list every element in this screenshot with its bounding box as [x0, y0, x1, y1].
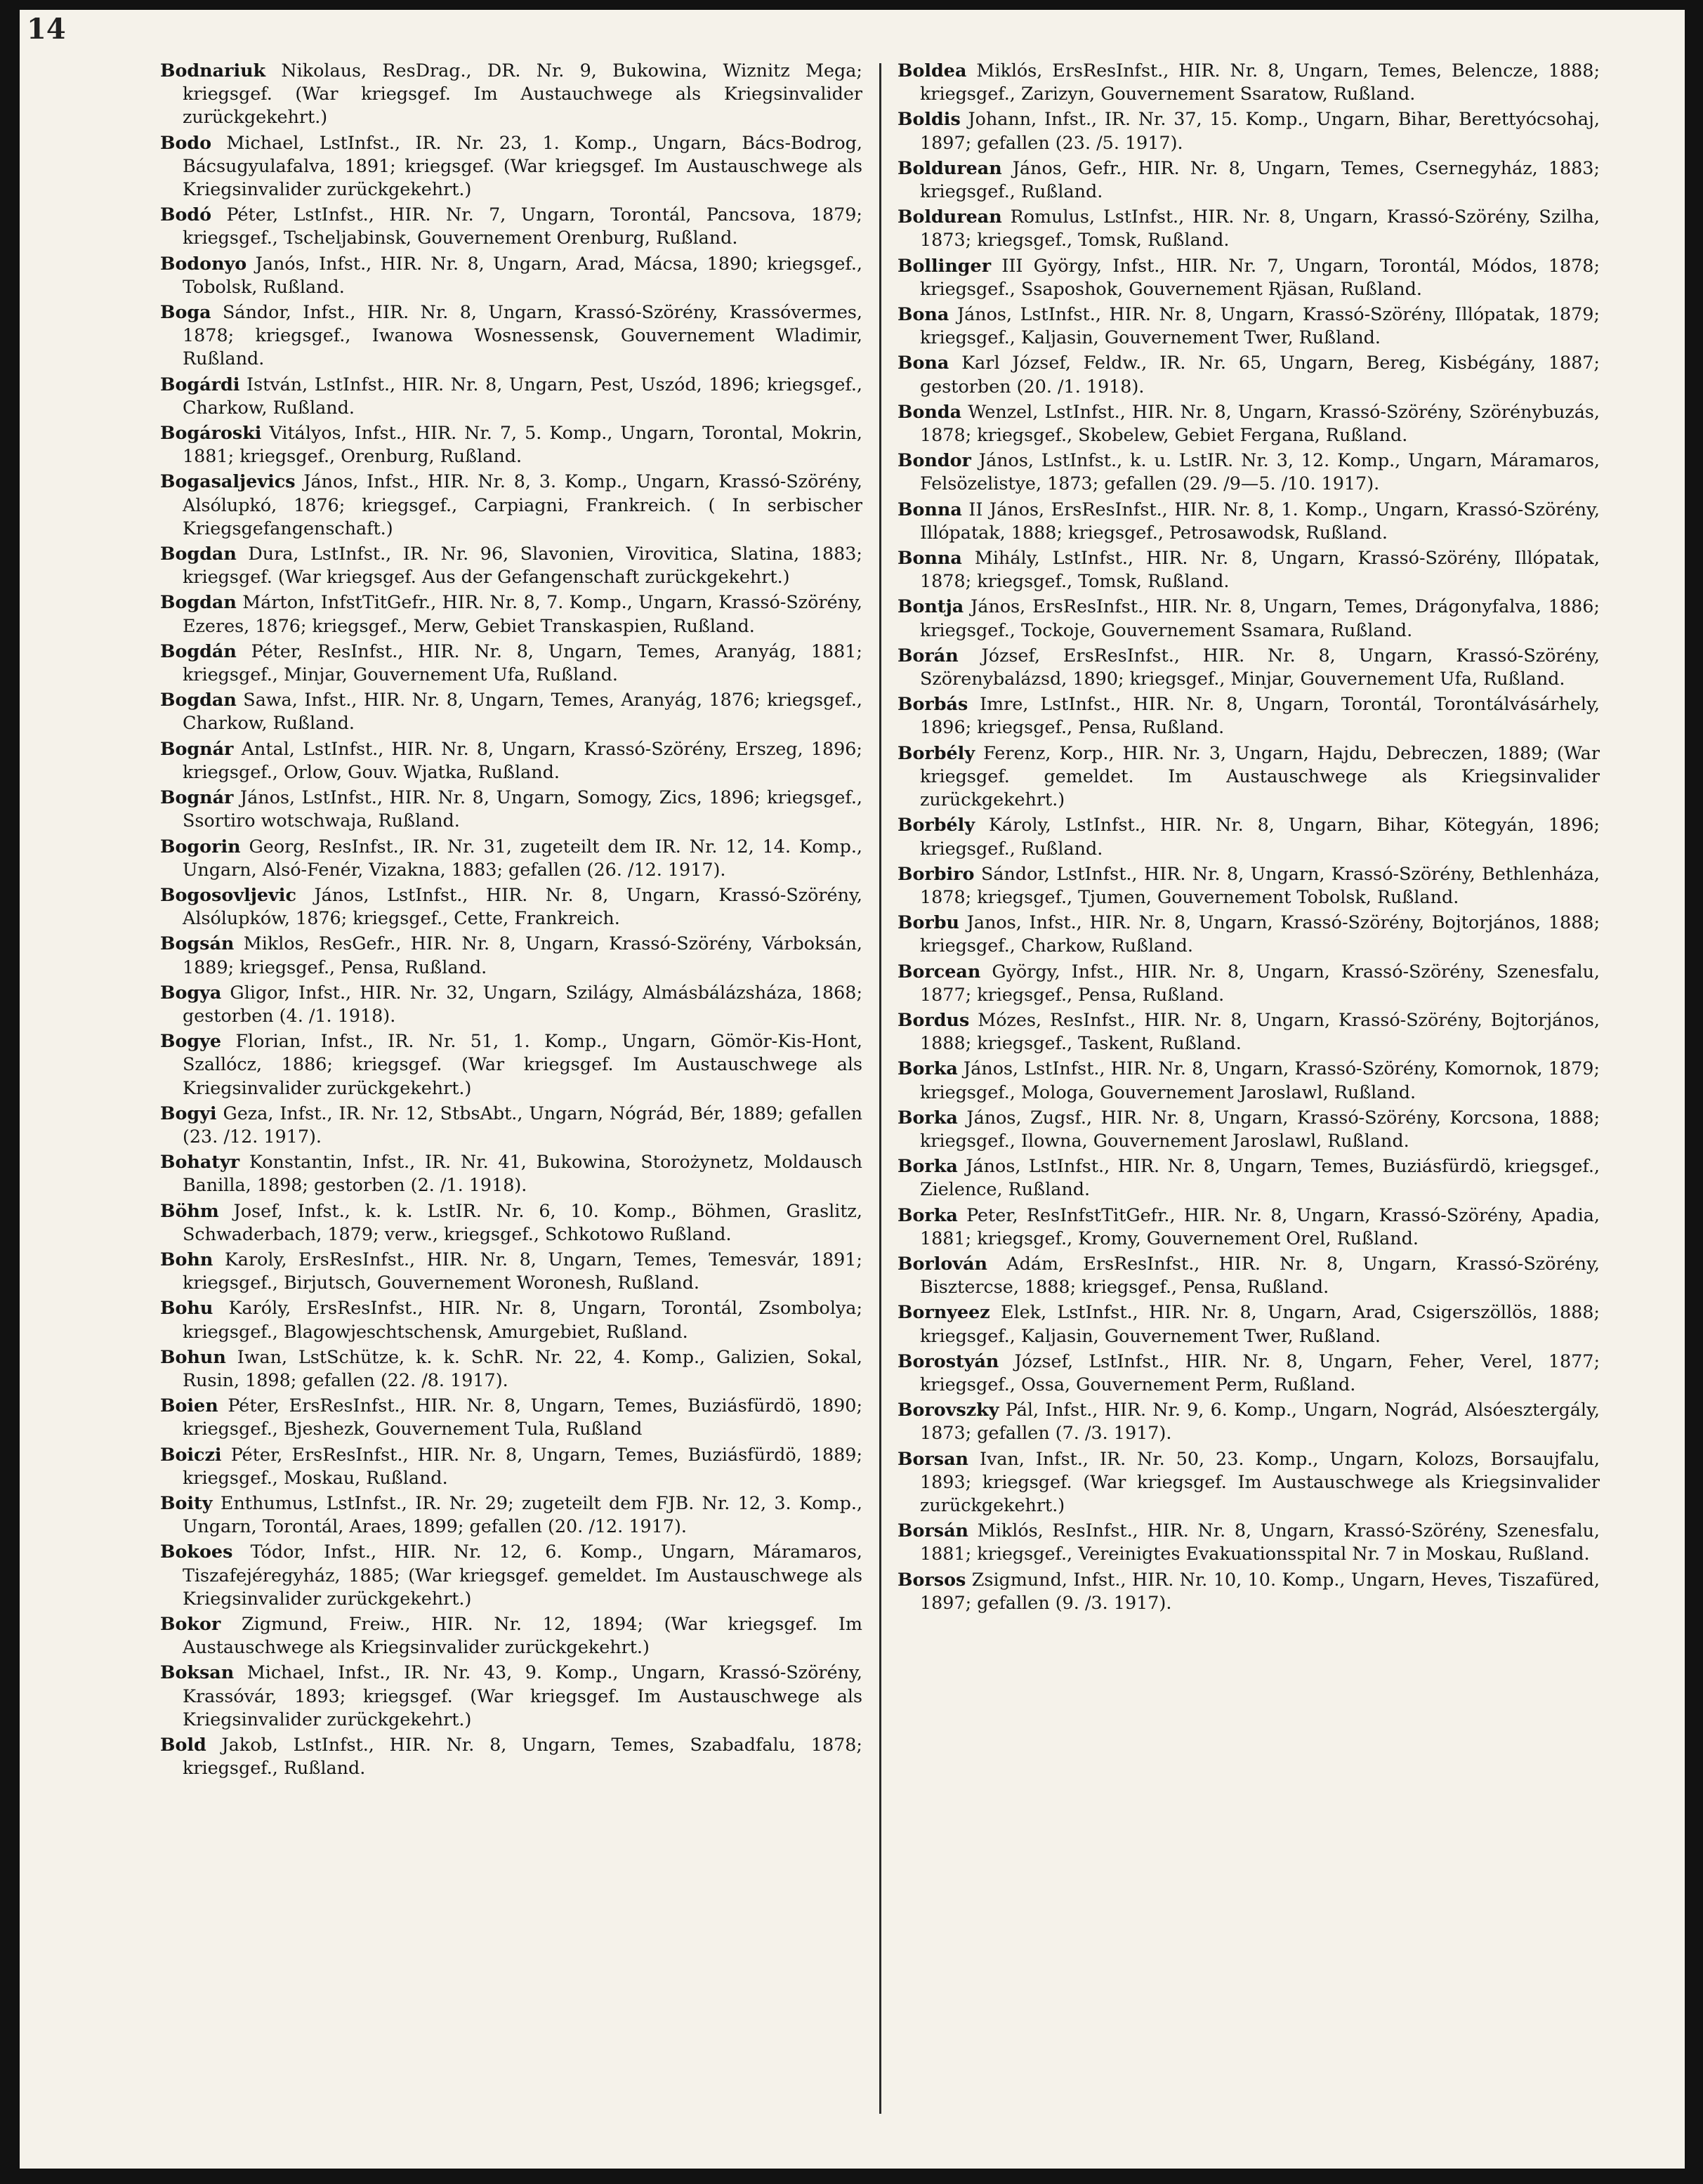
entry-surname: Bogorin	[160, 835, 241, 857]
entry-details: Antal, LstInfst., HIR. Nr. 8, Ungarn, Krassó-Szörény, Erszeg, 1896; kriegsgef., Orlow, Gouv. Wjatka, Rußland.	[183, 737, 862, 782]
entry-surname: Boiczi	[160, 1443, 222, 1465]
casualty-entry	[897, 400, 1600, 447]
entry-details: Peter, ResInfstTitGefr., HIR. Nr. 8, Ungarn, Krassó-Szörény, Apadia, 1881; kriegsgef., Kromy, Gouvernement Orel, Rußland.	[920, 1204, 1600, 1249]
entry-surname: Borovszky	[897, 1399, 999, 1421]
casualty-entry	[897, 1519, 1600, 1565]
entry-surname: Bogya	[160, 981, 222, 1003]
entry-surname: Bona	[897, 352, 949, 374]
entry-details: Miklós, ErsResInfst., HIR. Nr. 8, Ungarn, Temes, Belencze, 1888; kriegsgef., Zarizyn, Gouvernement Ssaratow, Rußland.	[920, 60, 1600, 105]
entry-surname: Bonda	[897, 400, 962, 422]
casualty-entry	[897, 303, 1600, 349]
entry-details: Zsigmund, Infst., HIR. Nr. 10, 10. Komp., Ungarn, Heves, Tiszafüred, 1897; gefallen (9. /3. 1917).	[920, 1568, 1600, 1613]
casualty-entry	[897, 107, 1600, 154]
casualty-entry	[897, 1447, 1600, 1518]
entry-details: Ivan, Infst., IR. Nr. 50, 23. Komp., Ungarn, Kolozs, Borsaujfalu, 1893; kriegsgef. (War kriegsgef. Im Austauschwege als Kriegsinvalider zurückgekehrt.)	[920, 1447, 1600, 1515]
page-number: 14	[27, 13, 66, 46]
entry-details: Tódor, Infst., HIR. Nr. 12, 6. Komp., Ungarn, Máramaros, Tiszafejéregyház, 1885; (War kriegsgef. gemeldet. Im Austauschwege als Kriegsinvalider zurückgekehrt.)	[183, 1541, 862, 1609]
entry-details: Karóly, ErsResInfst., HIR. Nr. 8, Ungarn, Torontál, Zsombolya; kriegsgef., Blagowjeschtschensk, Amurgebiet, Rußland.	[183, 1297, 862, 1342]
entry-details: Janos, Infst., HIR. Nr. 8, Ungarn, Krassó-Szörény, Bojtorjános, 1888; kriegsgef., Charkow, Rußland.	[920, 912, 1600, 956]
casualty-entry	[897, 595, 1600, 641]
casualty-entry	[160, 1733, 862, 1780]
casualty-entry	[897, 1106, 1600, 1152]
casualty-entry	[897, 813, 1600, 860]
entry-surname: Borostyán	[897, 1350, 999, 1371]
entry-details: Miklós, ResInfst., HIR. Nr. 8, Ungarn, Krassó-Szörény, Szenesfalu, 1881; kriegsgef., Vereinigtes Evakuationsspital Nr. 7 in Moskau, Rußland.	[920, 1520, 1600, 1565]
entry-details: Geza, Infst., IR. Nr. 12, StbsAbt., Ungarn, Nógrád, Bér, 1889; gefallen (23. /12. 1917).	[183, 1102, 862, 1147]
entry-surname: Borcean	[897, 960, 981, 982]
entry-surname: Bogdán	[160, 640, 237, 662]
entry-surname: Bogároski	[160, 422, 262, 444]
casualty-entry	[160, 542, 862, 588]
entry-details: János, LstInfst., HIR. Nr. 8, Ungarn, Krassó-Szörény, Alsólupków, 1876; kriegsgef., Cette, Frankreich.	[183, 883, 862, 929]
entry-surname: Bonna	[897, 498, 962, 520]
casualty-entry	[160, 1661, 862, 1731]
casualty-entry	[160, 203, 862, 249]
casualty-entry	[160, 786, 862, 832]
entry-details: Péter, ResInfst., HIR. Nr. 8, Ungarn, Temes, Aranyág, 1881; kriegsgef., Minjar, Gouvernement Ufa, Rußland.	[183, 640, 862, 685]
casualty-entry	[897, 157, 1600, 203]
entry-surname: Borbély	[897, 742, 975, 763]
casualty-entry	[160, 591, 862, 637]
entry-surname: Borsos	[897, 1568, 966, 1590]
entry-surname: Bogye	[160, 1030, 222, 1052]
entry-surname: Borka	[897, 1058, 958, 1079]
entry-surname: Boksan	[160, 1662, 235, 1683]
entry-details: Josef, Infst., k. k. LstIR. Nr. 6, 10. Komp., Böhmen, Graslitz, Schwaderbach, 1879; verw., kriegsgef., Schkotowo Rußland.	[183, 1199, 862, 1244]
entry-details: Nikolaus, ResDrag., DR. Nr. 9, Bukowina, Wiznitz Mega; kriegsgef. (War kriegsgef. Im Austauchwege als Kriegsinvalider zurückgekehrt.)	[183, 60, 862, 128]
entry-surname: Boga	[160, 301, 211, 323]
entry-details: Michael, Infst., IR. Nr. 43, 9. Komp., Ungarn, Krassó-Szörény, Krassóvár, 1893; kriegsgef. (War kriegsgef. Im Austauschwege als Kriegsinvalider zurückgekehrt.)	[183, 1662, 862, 1730]
entry-surname: Bollinger	[897, 254, 992, 276]
casualty-entry	[160, 932, 862, 978]
casualty-entry	[897, 960, 1600, 1006]
casualty-entry	[897, 1568, 1600, 1614]
casualty-entry	[160, 1346, 862, 1392]
entry-details: Romulus, LstInfst., HIR. Nr. 8, Ungarn, Krassó-Szörény, Szilha, 1873; kriegsgef., Tomsk, Rußland.	[920, 206, 1600, 251]
casualty-entry	[897, 644, 1600, 690]
entry-details: Georg, ResInfst., IR. Nr. 31, zugeteilt dem IR. Nr. 12, 14. Komp., Ungarn, Alsó-Fenér, Vizakna, 1883; gefallen (26. /12. 1917).	[183, 835, 862, 880]
casualty-entry	[160, 131, 862, 202]
entry-surname: Bodó	[160, 204, 212, 225]
casualty-entry	[160, 373, 862, 419]
entry-surname: Bodo	[160, 131, 212, 153]
columns-container	[160, 59, 1600, 2117]
entry-surname: Borbu	[897, 912, 959, 933]
casualty-entry	[160, 1296, 862, 1343]
entry-details: Adám, ErsResInfst., HIR. Nr. 8, Ungarn, Krassó-Szörény, Bisztercse, 1888; kriegsgef., Pensa, Rußland.	[920, 1252, 1600, 1298]
entry-surname: Bogyi	[160, 1102, 217, 1124]
casualty-entry	[897, 449, 1600, 495]
entry-surname: Bohn	[160, 1248, 213, 1270]
entry-details: Imre, LstInfst., HIR. Nr. 8, Ungarn, Torontál, Torontálvásárhely, 1896; kriegsgef., Pensa, Rußland.	[920, 693, 1600, 738]
casualty-entry	[897, 1057, 1600, 1103]
casualty-entry	[897, 1252, 1600, 1298]
entry-surname: Boldurean	[897, 157, 1002, 178]
entry-surname: Bogdan	[160, 689, 237, 711]
entry-surname: Borbás	[897, 693, 968, 715]
entry-surname: Boity	[160, 1492, 213, 1513]
entry-details: Gligor, Infst., HIR. Nr. 32, Ungarn, Szilágy, Almásbálázsháza, 1868; gestorben (4. /1. 1918).	[183, 981, 862, 1026]
casualty-entry	[160, 59, 862, 129]
casualty-entry	[897, 351, 1600, 397]
casualty-entry	[160, 1248, 862, 1294]
entry-details: Vitályos, Infst., HIR. Nr. 7, 5. Komp., Ungarn, Torontal, Mokrin, 1881; kriegsgef., Orenburg, Rußland.	[183, 422, 862, 467]
entry-details: György, Infst., HIR. Nr. 8, Ungarn, Krassó-Szörény, Szenesfalu, 1877; kriegsgef., Pensa, Rußland.	[920, 960, 1600, 1005]
casualty-entry	[160, 640, 862, 686]
entry-surname: Bognár	[160, 737, 234, 759]
casualty-entry	[160, 883, 862, 930]
casualty-entry	[160, 1199, 862, 1246]
entry-details: Péter, ErsResInfst., HIR. Nr. 8, Ungarn, Temes, Buziásfürdö, 1889; kriegsgef., Moskau, Rußland.	[183, 1443, 862, 1488]
casualty-entry	[897, 742, 1600, 812]
entry-details: János, LstInfst., HIR. Nr. 8, Ungarn, Somogy, Zics, 1896; kriegsgef., Ssortiro wotschwaja, Rußland.	[183, 787, 862, 831]
right-column	[897, 59, 1600, 2117]
casualty-entry	[897, 498, 1600, 544]
entry-details: Michael, LstInfst., IR. Nr. 23, 1. Komp., Ungarn, Bács-Bodrog, Bácsugyulafalva, 1891; kriegsgef. (War kriegsgef. Im Austauschwege als Kriegsinvalider zurückgekehrt.)	[183, 131, 862, 200]
casualty-entry	[160, 1029, 862, 1100]
entry-details: Florian, Infst., IR. Nr. 51, 1. Komp., Ungarn, Gömör-Kis-Hont, Szallócz, 1886; kriegsgef. (War kriegsgef. Im Austauschwege als Kriegsinvalider zurückgekehrt.)	[183, 1030, 862, 1098]
casualty-entry	[897, 59, 1600, 105]
entry-surname: Bona	[897, 303, 949, 325]
entry-details: István, LstInfst., HIR. Nr. 8, Ungarn, Pest, Uszód, 1896; kriegsgef., Charkow, Rußland.	[183, 373, 862, 418]
entry-details: János, ErsResInfst., HIR. Nr. 8, Ungarn, Temes, Drágonyfalva, 1886; kriegsgef., Tockoje, Gouvernement Ssamara, Rußland.	[920, 596, 1600, 640]
entry-details: II János, ErsResInfst., HIR. Nr. 8, 1. Komp., Ungarn, Krassó-Szörény, Illópatak, 1888; kriegsgef., Petrosawodsk, Rußland.	[920, 498, 1600, 543]
entry-details: Péter, ErsResInfst., HIR. Nr. 8, Ungarn, Temes, Buziásfürdö, 1890; kriegsgef., Bjeshezk, Gouvernement Tula, Rußland	[183, 1395, 862, 1440]
entry-details: János, Zugsf., HIR. Nr. 8, Ungarn, Krassó-Szörény, Korcsona, 1888; kriegsgef., Ilowna, Gouvernement Jaroslawl, Rußland.	[920, 1106, 1600, 1151]
entry-surname: Bodonyo	[160, 252, 247, 274]
entry-surname: Borbiro	[897, 862, 975, 884]
entry-surname: Boldis	[897, 108, 961, 130]
entry-details: János, Gefr., HIR. Nr. 8, Ungarn, Temes, Csernegyház, 1883; kriegsgef., Rußland.	[920, 157, 1600, 202]
casualty-entry	[160, 1102, 862, 1148]
entry-surname: Bohun	[160, 1346, 226, 1367]
entry-details: József, LstInfst., HIR. Nr. 8, Ungarn, Feher, Verel, 1877; kriegsgef., Ossa, Gouvernement Perm, Rußland.	[920, 1350, 1600, 1395]
entry-surname: Borsán	[897, 1520, 968, 1541]
entry-details: Karl József, Feldw., IR. Nr. 65, Ungarn, Bereg, Kisbégány, 1887; gestorben (20. /1. 1918).	[920, 352, 1600, 397]
left-column	[160, 59, 862, 2117]
entry-details: János, LstInfst., HIR. Nr. 8, Ungarn, Krassó-Szörény, Illópatak, 1879; kriegsgef., Kaljasin, Gouvernement Twer, Rußland.	[920, 303, 1600, 348]
entry-surname: Bornyeez	[897, 1301, 990, 1323]
entry-details: Enthumus, LstInfst., IR. Nr. 29; zugeteilt dem FJB. Nr. 12, 3. Komp., Ungarn, Torontál, Araes, 1899; gefallen (20. /12. 1917).	[183, 1492, 862, 1537]
entry-surname: Bokor	[160, 1613, 221, 1634]
casualty-entry	[897, 911, 1600, 957]
entry-details: Sawa, Infst., HIR. Nr. 8, Ungarn, Temes, Aranyág, 1876; kriegsgef., Charkow, Rußland.	[183, 689, 862, 734]
casualty-entry	[897, 546, 1600, 593]
entry-details: Mihály, LstInfst., HIR. Nr. 8, Ungarn, Krassó-Szörény, Illópatak, 1878; kriegsgef., Tomsk, Rußland.	[920, 547, 1600, 592]
entry-details: Ferenz, Korp., HIR. Nr. 3, Ungarn, Hajdu, Debreczen, 1889; (War kriegsgef. gemeldet. Im Austauschwege als Kriegsinvalider zurückgekehrt.)	[920, 742, 1600, 810]
entry-surname: Bokoes	[160, 1541, 233, 1563]
entry-details: Jakob, LstInfst., HIR. Nr. 8, Ungarn, Temes, Szabadfalu, 1878; kriegsgef., Rußland.	[183, 1734, 862, 1779]
entry-details: János, LstInfst., HIR. Nr. 8, Ungarn, Krassó-Szörény, Komornok, 1879; kriegsgef., Mologa, Gouvernement Jaroslawl, Rußland.	[920, 1058, 1600, 1103]
entry-surname: Borán	[897, 644, 959, 666]
entry-surname: Borka	[897, 1204, 958, 1225]
entry-details: Dura, LstInfst., IR. Nr. 96, Slavonien, Virovitica, Slatina, 1883; kriegsgef. (War kriegsgef. Aus der Gefangenschaft zurückgekehrt.)	[183, 543, 862, 588]
entry-details: Miklos, ResGefr., HIR. Nr. 8, Ungarn, Krassó-Szörény, Várboksán, 1889; kriegsgef., Pensa, Rußland.	[183, 933, 862, 978]
entry-details: Sándor, Infst., HIR. Nr. 8, Ungarn, Krassó-Szörény, Krassóvermes, 1878; kriegsgef., Iwanowa Wosnessensk, Gouvernement Wladimir, Rußland.	[183, 301, 862, 369]
entry-surname: Bogdan	[160, 591, 237, 613]
entry-surname: Boien	[160, 1395, 218, 1416]
casualty-entry	[160, 1612, 862, 1659]
entry-surname: Bordus	[897, 1008, 970, 1030]
entry-details: Pál, Infst., HIR. Nr. 9, 6. Komp., Ungarn, Nográd, Alsóesztergály, 1873; gefallen (7. /3. 1917).	[920, 1399, 1600, 1444]
casualty-entry	[160, 1540, 862, 1610]
entry-surname: Borlován	[897, 1252, 988, 1274]
entry-details: Wenzel, LstInfst., HIR. Nr. 8, Ungarn, Krassó-Szörény, Szörénybuzás, 1878; kriegsgef., Skobelew, Gebiet Fergana, Rußland.	[920, 400, 1600, 446]
entry-details: Elek, LstInfst., HIR. Nr. 8, Ungarn, Arad, Csigerszöllös, 1888; kriegsgef., Kaljasin, Gouvernement Twer, Rußland.	[920, 1301, 1600, 1346]
entry-details: János, LstInfst., k. u. LstIR. Nr. 3, 12. Komp., Ungarn, Máramaros, Felsözelistye, 1873; gefallen (29. /9—5. /10. 1917).	[920, 449, 1600, 494]
casualty-entry	[897, 1008, 1600, 1055]
casualty-entry	[897, 205, 1600, 251]
entry-details: Janós, Infst., HIR. Nr. 8, Ungarn, Arad, Mácsa, 1890; kriegsgef., Tobolsk, Rußland.	[183, 252, 862, 297]
entry-details: József, ErsResInfst., HIR. Nr. 8, Ungarn, Krassó-Szörény, Szörenybalázsd, 1890; kriegsgef., Minjar, Gouvernement Ufa, Rußland.	[920, 644, 1600, 690]
casualty-entry	[160, 421, 862, 468]
casualty-entry	[897, 692, 1600, 739]
entry-details: Konstantin, Infst., IR. Nr. 41, Bukowina, Storożynetz, Moldausch Banilla, 1898; gestorben (2. /1. 1918).	[183, 1151, 862, 1196]
casualty-entry	[160, 252, 862, 298]
entry-surname: Borka	[897, 1106, 958, 1128]
entry-surname: Bogosovljevic	[160, 883, 296, 905]
casualty-entry	[160, 981, 862, 1027]
casualty-entry	[897, 254, 1600, 301]
casualty-entry	[160, 835, 862, 881]
casualty-entry	[160, 1492, 862, 1538]
casualty-entry	[897, 1398, 1600, 1445]
entry-surname: Borsan	[897, 1447, 968, 1469]
casualty-entry	[897, 1350, 1600, 1396]
entry-surname: Bohatyr	[160, 1151, 240, 1173]
entry-surname: Bogsán	[160, 933, 235, 954]
entry-surname: Borbély	[897, 814, 975, 836]
entry-details: Péter, LstInfst., HIR. Nr. 7, Ungarn, Torontál, Pancsova, 1879; kriegsgef., Tscheljabinsk, Gouvernement Orenburg, Rußland.	[183, 204, 862, 249]
entry-details: Zigmund, Freiw., HIR. Nr. 12, 1894; (War kriegsgef. Im Austauschwege als Kriegsinvalider zurückgekehrt.)	[183, 1613, 862, 1658]
casualty-entry	[897, 1204, 1600, 1250]
casualty-entry	[160, 470, 862, 540]
entry-details: Mózes, ResInfst., HIR. Nr. 8, Ungarn, Krassó-Szörény, Bojtorjános, 1888; kriegsgef., Taskent, Rußland.	[920, 1008, 1600, 1054]
entry-surname: Böhm	[160, 1199, 219, 1221]
casualty-entry	[897, 1301, 1600, 1347]
entry-surname: Bonna	[897, 547, 962, 569]
entry-surname: Borka	[897, 1155, 958, 1177]
entry-details: Sándor, LstInfst., HIR. Nr. 8, Ungarn, Krassó-Szörény, Bethlenháza, 1878; kriegsgef., Tjumen, Gouvernement Tobolsk, Rußland.	[920, 862, 1600, 907]
casualty-entry	[160, 737, 862, 784]
entry-details: János, LstInfst., HIR. Nr. 8, Ungarn, Temes, Buziásfürdö, kriegsgef., Zielence, Rußland.	[920, 1155, 1600, 1200]
entry-surname: Bold	[160, 1734, 206, 1756]
entry-surname: Bognár	[160, 787, 234, 808]
entry-surname: Bontja	[897, 596, 964, 617]
entry-surname: Boldea	[897, 60, 967, 81]
entry-surname: Bohu	[160, 1297, 213, 1319]
entry-surname: Bogdan	[160, 543, 237, 565]
entry-details: János, Infst., HIR. Nr. 8, 3. Komp., Ungarn, Krassó-Szörény, Alsólupkó, 1876; kriegsgef., Carpiagni, Frankreich. ( In serbischer Kriegsgefangenschaft.)	[183, 471, 862, 539]
entry-details: III György, Infst., HIR. Nr. 7, Ungarn, Torontál, Módos, 1878; kriegsgef., Ssaposhok, Gouvernement Rjäsan, Rußland.	[920, 254, 1600, 299]
entry-details: Márton, InfstTitGefr., HIR. Nr. 8, 7. Komp., Ungarn, Krassó-Szörény, Ezeres, 1876; kriegsgef., Merw, Gebiet Transkaspien, Rußland.	[183, 591, 862, 636]
entry-details: Károly, LstInfst., HIR. Nr. 8, Ungarn, Bihar, Kötegyán, 1896; kriegsgef., Rußland.	[920, 814, 1600, 859]
casualty-entry	[160, 688, 862, 735]
entry-surname: Bogárdi	[160, 373, 240, 395]
casualty-entry	[897, 1155, 1600, 1201]
casualty-entry	[897, 862, 1600, 909]
entry-surname: Bogasaljevics	[160, 471, 296, 492]
entry-details: Karoly, ErsResInfst., HIR. Nr. 8, Ungarn, Temes, Temesvár, 1891; kriegsgef., Birjutsch, Gouvernement Woronesh, Rußland.	[183, 1248, 862, 1294]
entry-surname: Bodnariuk	[160, 60, 266, 81]
casualty-entry	[160, 1150, 862, 1197]
entry-surname: Bondor	[897, 449, 971, 471]
casualty-entry	[160, 1443, 862, 1489]
casualty-entry	[160, 1394, 862, 1440]
entry-details: Johann, Infst., IR. Nr. 37, 15. Komp., Ungarn, Bihar, Berettyócsohaj, 1897; gefallen (23. /5. 1917).	[920, 108, 1600, 153]
entry-details: Iwan, LstSchütze, k. k. SchR. Nr. 22, 4. Komp., Galizien, Sokal, Rusin, 1898; gefallen (22. /8. 1917).	[183, 1346, 862, 1390]
casualty-entry	[160, 301, 862, 371]
entry-surname: Boldurean	[897, 206, 1002, 228]
